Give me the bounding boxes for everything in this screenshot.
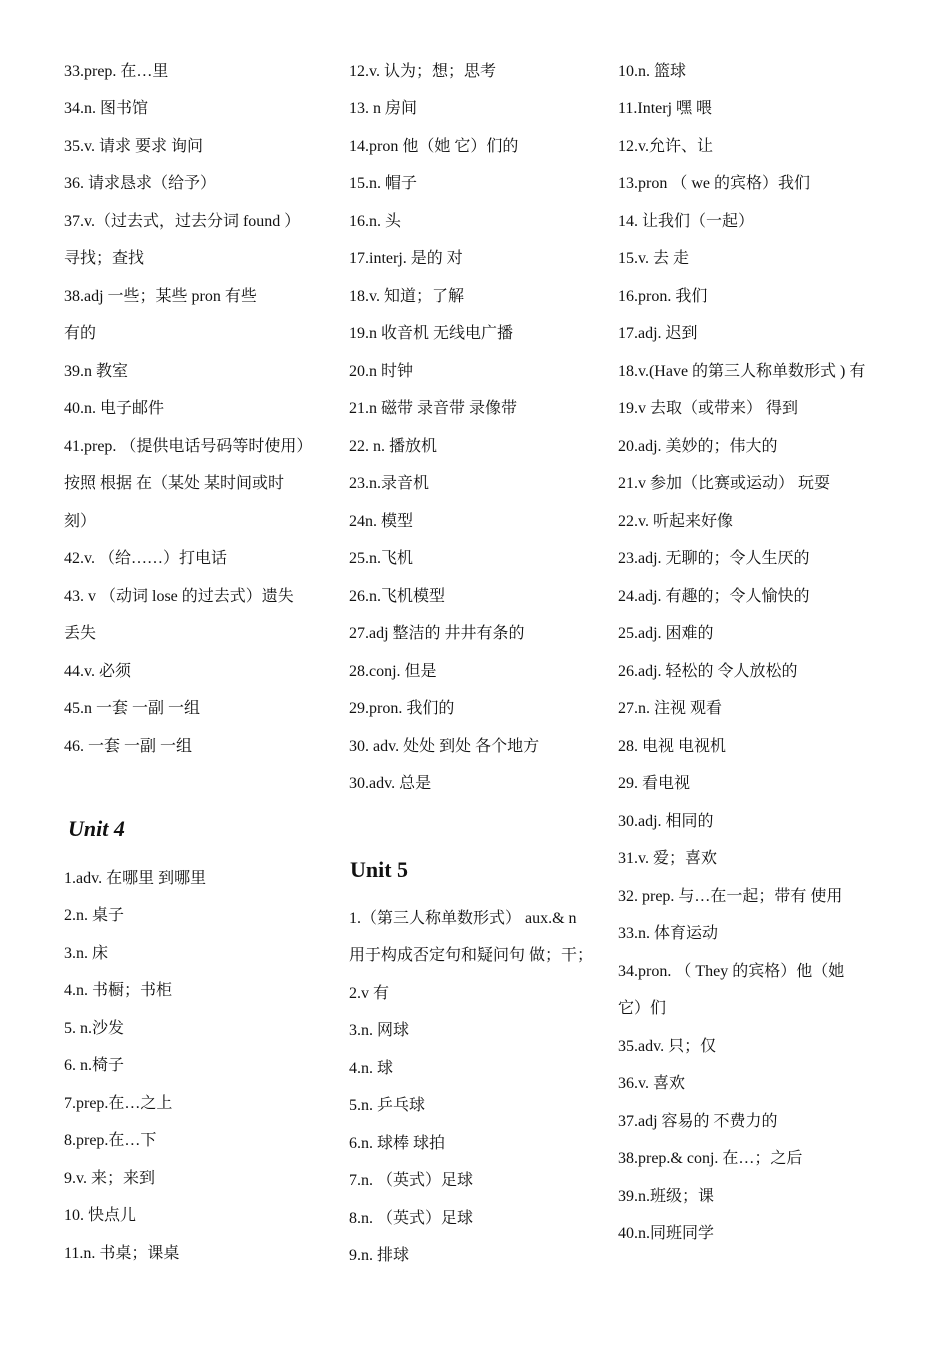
vocab-line: 15.v. 去 走 xyxy=(618,250,689,267)
vocab-line: 19.v 去取（或带来） 得到 xyxy=(618,400,799,417)
vocab-line: 30.adj. 相同的 xyxy=(618,813,714,830)
vocab-line: 33.n. 体育运动 xyxy=(618,925,719,942)
vocab-line: 36.v. 喜欢 xyxy=(618,1075,685,1092)
vocab-line: 7.prep.在…之上 xyxy=(64,1095,173,1112)
vocab-line: 16.pron. 我们 xyxy=(618,288,708,305)
vocab-line: 丢失 xyxy=(64,625,97,642)
vocab-line: 33.prep. 在…里 xyxy=(64,63,169,80)
vocab-line: 4.n. 球 xyxy=(349,1060,394,1077)
vocab-line: 11.Interj 嘿 喂 xyxy=(618,100,713,117)
vocab-line: 21.n 磁带 录音带 录像带 xyxy=(349,400,518,417)
vocab-line: 34.pron. （ They 的宾格）他（她 xyxy=(618,963,845,980)
vocab-line: 16.n. 头 xyxy=(349,213,402,230)
vocab-line: 23.n.录音机 xyxy=(349,475,430,492)
vocab-line: 5.n. 乒乓球 xyxy=(349,1097,426,1114)
vocab-line: 30.adv. 总是 xyxy=(349,775,432,792)
vocab-line: 24.adj. 有趣的；令人愉快的 xyxy=(618,588,810,605)
vocab-line: 22. n. 播放机 xyxy=(349,438,438,455)
vocab-line: 46. 一套 一副 一组 xyxy=(64,738,193,755)
vocab-line: 刻） xyxy=(64,513,97,530)
vocab-line: 44.v. 必须 xyxy=(64,663,131,680)
vocab-line: 17.adj. 迟到 xyxy=(618,325,698,342)
vocab-line: 13.pron （ we 的宾格）我们 xyxy=(618,175,810,192)
vocab-line: 31.v. 爱；喜欢 xyxy=(618,850,717,867)
vocab-line: 19.n 收音机 无线电广播 xyxy=(349,325,514,342)
vocab-line: 25.adj. 困难的 xyxy=(618,625,714,642)
vocab-line: 32. prep. 与…在一起；带有 使用 xyxy=(618,888,843,905)
vocab-line: 17.interj. 是的 对 xyxy=(349,250,463,267)
vocab-line: 1.（第三人称单数形式） aux.& n xyxy=(349,910,577,927)
vocab-line: 26.n.飞机模型 xyxy=(349,588,446,605)
vocab-line: 有的 xyxy=(64,325,97,342)
vocab-line: 14. 让我们（一起） xyxy=(618,213,755,230)
vocab-line: 用于构成否定句和疑问句 做；干； xyxy=(349,947,594,964)
vocab-line: 12.v. 认为；想；思考 xyxy=(349,63,496,80)
vocab-line: 8.prep.在…下 xyxy=(64,1132,157,1149)
vocab-line: 6. n.椅子 xyxy=(64,1057,125,1074)
vocab-line: 11.n. 书桌；课桌 xyxy=(64,1245,180,1262)
vocab-line: 6.n. 球棒 球拍 xyxy=(349,1135,446,1152)
vocab-line: 3.n. 床 xyxy=(64,945,109,962)
vocab-line: 35.adv. 只；仅 xyxy=(618,1038,717,1055)
vocab-line: 43. v （动词 lose 的过去式）遗失 xyxy=(64,588,294,605)
vocab-line: 34.n. 图书馆 xyxy=(64,100,149,117)
vocab-line: 39.n 教室 xyxy=(64,363,129,380)
vocab-line: 29.pron. 我们的 xyxy=(349,700,455,717)
vocab-line: 23.adj. 无聊的；令人生厌的 xyxy=(618,550,810,567)
vocab-line: 24n. 模型 xyxy=(349,513,414,530)
vocab-line: 22.v. 听起来好像 xyxy=(618,513,733,530)
vocab-line: 8.n. （英式）足球 xyxy=(349,1210,474,1227)
vocab-line: 5. n.沙发 xyxy=(64,1020,125,1037)
vocab-line: 39.n.班级；课 xyxy=(618,1188,715,1205)
vocab-line: 20.n 时钟 xyxy=(349,363,414,380)
unit-5-heading: Unit 5 xyxy=(350,857,409,882)
vocab-line: 7.n. （英式）足球 xyxy=(349,1172,474,1189)
vocab-line: 18.v.(Have 的第三人称单数形式 ) 有 xyxy=(618,363,866,380)
vocab-line: 40.n.同班同学 xyxy=(618,1225,715,1242)
vocab-line: 21.v 参加（比赛或运动） 玩耍 xyxy=(618,475,831,492)
vocab-line: 35.v. 请求 要求 询问 xyxy=(64,138,203,155)
vocab-line: 28.conj. 但是 xyxy=(349,663,437,680)
vocab-line: 它）们 xyxy=(618,1000,667,1017)
vocab-line: 41.prep. （提供电话号码等时使用） xyxy=(64,438,313,455)
vocab-line: 29. 看电视 xyxy=(618,775,691,792)
vocab-line: 38.adj 一些；某些 pron 有些 xyxy=(64,288,257,305)
vocab-line: 27.n. 注视 观看 xyxy=(618,700,723,717)
vocab-line: 38.prep.& conj. 在…；之后 xyxy=(618,1150,803,1167)
vocab-line: 42.v. （给……）打电话 xyxy=(64,550,227,567)
vocab-line: 2.v 有 xyxy=(349,985,390,1002)
vocab-line: 10.n. 篮球 xyxy=(618,63,687,80)
vocab-line: 9.n. 排球 xyxy=(349,1247,410,1264)
vocab-line: 20.adj. 美妙的；伟大的 xyxy=(618,438,778,455)
vocab-line: 14.pron 他（她 它）们的 xyxy=(349,138,519,155)
vocab-line: 4.n. 书橱；书柜 xyxy=(64,982,173,999)
vocab-line: 15.n. 帽子 xyxy=(349,175,418,192)
vocab-line: 9.v. 来；来到 xyxy=(64,1170,155,1187)
vocab-line: 2.n. 桌子 xyxy=(64,907,125,924)
vocab-line: 13. n 房间 xyxy=(349,100,418,117)
vocab-line: 寻找；查找 xyxy=(64,250,145,267)
vocab-line: 27.adj 整洁的 井井有条的 xyxy=(349,625,525,642)
vocab-line: 3.n. 网球 xyxy=(349,1022,410,1039)
vocab-line: 12.v.允许、让 xyxy=(618,138,713,155)
vocab-line: 26.adj. 轻松的 令人放松的 xyxy=(618,663,798,680)
vocab-line: 40.n. 电子邮件 xyxy=(64,400,165,417)
vocab-line: 28. 电视 电视机 xyxy=(618,738,727,755)
unit-4-heading: Unit 4 xyxy=(68,816,125,841)
vocab-line: 36. 请求恳求（给予） xyxy=(64,175,217,192)
vocab-line: 10. 快点儿 xyxy=(64,1207,137,1224)
vocab-line: 30. adv. 处处 到处 各个地方 xyxy=(349,738,540,755)
vocab-line: 37.adj 容易的 不费力的 xyxy=(618,1113,778,1130)
vocab-line: 18.v. 知道；了解 xyxy=(349,288,464,305)
vocab-line: 45.n 一套 一副 一组 xyxy=(64,700,201,717)
vocab-line: 按照 根据 在（某处 某时间或时 xyxy=(64,475,285,492)
vocab-line: 1.adv. 在哪里 到哪里 xyxy=(64,870,207,887)
vocab-line: 25.n.飞机 xyxy=(349,550,414,567)
vocab-line: 37.v.（过去式，过去分词 found ） xyxy=(64,213,301,230)
